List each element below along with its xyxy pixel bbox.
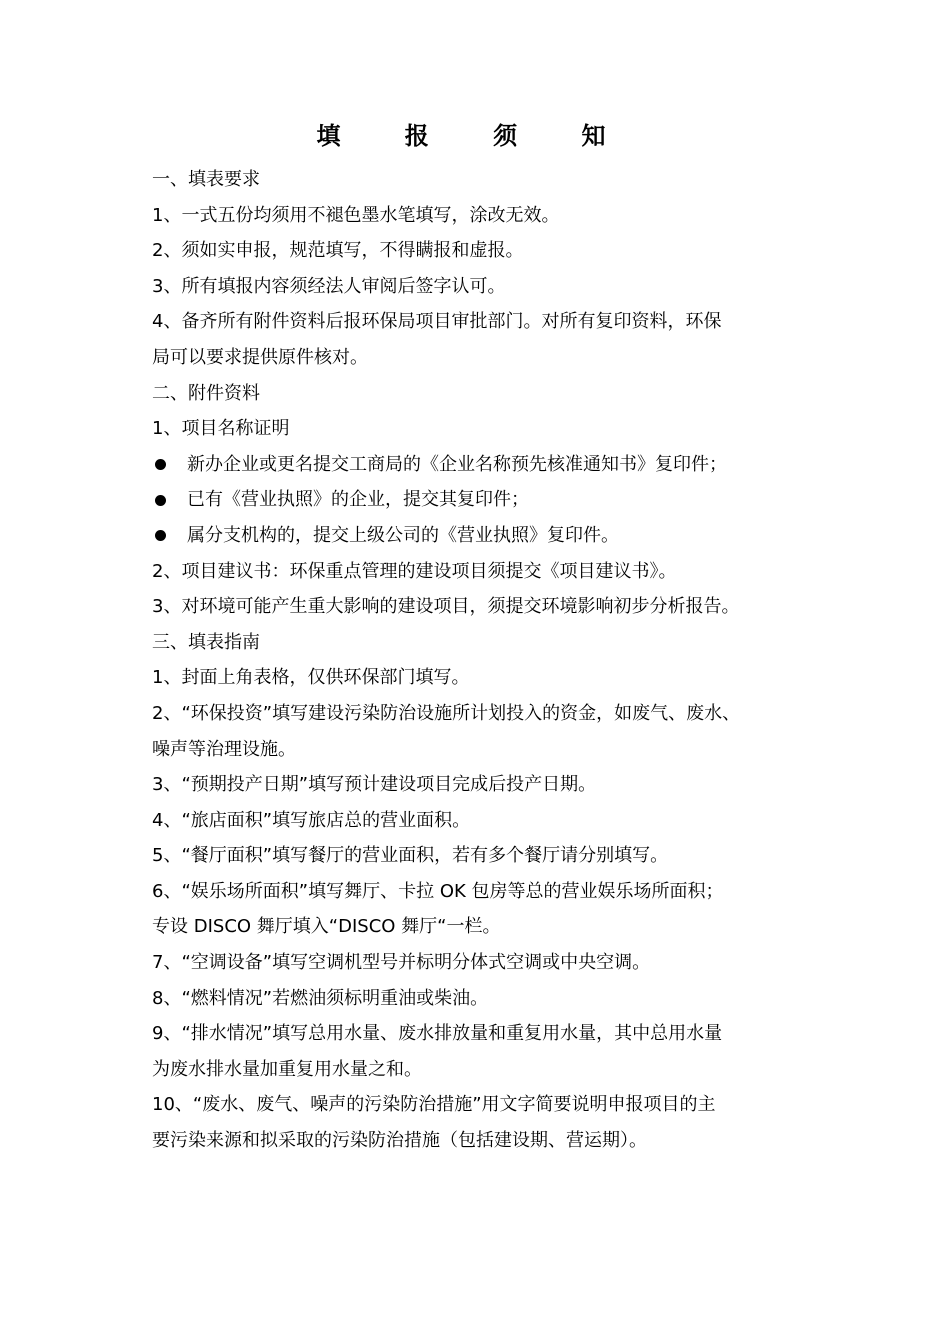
guide-line: 专设 DISCO 舞厅填入“DISCO 舞厅“一栏。 (152, 916, 501, 938)
guide-line: 为废水排水量加重复用水量之和。 (152, 1058, 422, 1080)
guide-line: 噪声等治理设施。 (152, 738, 296, 760)
bullet-dot-icon (155, 459, 166, 470)
bullet-text: 新办企业或更名提交工商局的《企业名称预先核准通知书》复印件； (187, 453, 727, 475)
document-body (152, 162, 812, 1159)
requirement-line: 3、所有填报内容须经法人审阅后签字认可。 (152, 275, 506, 297)
guide-line: 要污染来源和拟采取的污染防治措施（包括建设期、营运期）。 (152, 1130, 647, 1152)
requirement-line: 4、备齐所有附件资料后报环保局项目审批部门。对所有复印资料，环保 (152, 311, 722, 333)
guide-line: 1、封面上角表格，仅供环保部门填写。 (152, 667, 470, 689)
guide-line: 9、“排水情况”填写总用水量、废水排放量和重复用水量，其中总用水量 (152, 1023, 723, 1045)
attachment-line: 1、项目名称证明 (152, 418, 290, 440)
bullet-item (152, 447, 812, 483)
requirement-line: 1、一式五份均须用不褪色墨水笔填写，涂改无效。 (152, 204, 560, 226)
guide-line: 7、“空调设备”填写空调机型号并标明分体式空调或中央空调。 (152, 952, 651, 974)
bullet-dot-icon (155, 530, 166, 541)
guide-line: 6、“娱乐场所面积”填写舞厅、卡拉 OK 包房等总的营业娱乐场所面积； (152, 880, 724, 902)
attachment-line: 2、项目建议书：环保重点管理的建设项目须提交《项目建议书》。 (152, 560, 677, 582)
guide-line: 4、“旅店面积”填写旅店总的营业面积。 (152, 809, 471, 831)
requirement-line: 2、须如实申报，规范填写，不得瞒报和虚报。 (152, 240, 524, 262)
requirement-line: 局可以要求提供原件核对。 (152, 346, 368, 368)
guide-line: 5、“餐厅面积”填写餐厅的营业面积，若有多个餐厅请分别填写。 (152, 845, 669, 867)
section-heading-guide: 三、填表指南 (152, 631, 260, 653)
guide-line: 10、“废水、废气、噪声的污染防治措施”用文字简要说明申报项目的主 (152, 1094, 716, 1116)
attachment-line: 3、对环境可能产生重大影响的建设项目，须提交环境影响初步分析报告。 (152, 596, 740, 618)
bullet-text: 已有《营业执照》的企业，提交其复印件； (187, 489, 529, 511)
bullet-item (152, 482, 812, 518)
section-heading-requirements: 一、填表要求 (152, 169, 260, 190)
guide-line: 2、“环保投资”填写建设污染防治设施所计划投入的资金，如废气、废水、 (152, 702, 741, 724)
guide-line: 8、“燃料情况”若燃油须标明重油或柴油。 (152, 987, 489, 1009)
bullet-dot-icon (155, 495, 166, 506)
page-title: 填 报 须 知 (316, 122, 634, 150)
bullet-item (152, 518, 812, 554)
bullet-text: 属分支机构的，提交上级公司的《营业执照》复印件。 (187, 524, 619, 546)
section-heading-attachments: 二、附件资料 (152, 382, 260, 404)
guide-line: 3、“预期投产日期”填写预计建设项目完成后投产日期。 (152, 774, 597, 796)
